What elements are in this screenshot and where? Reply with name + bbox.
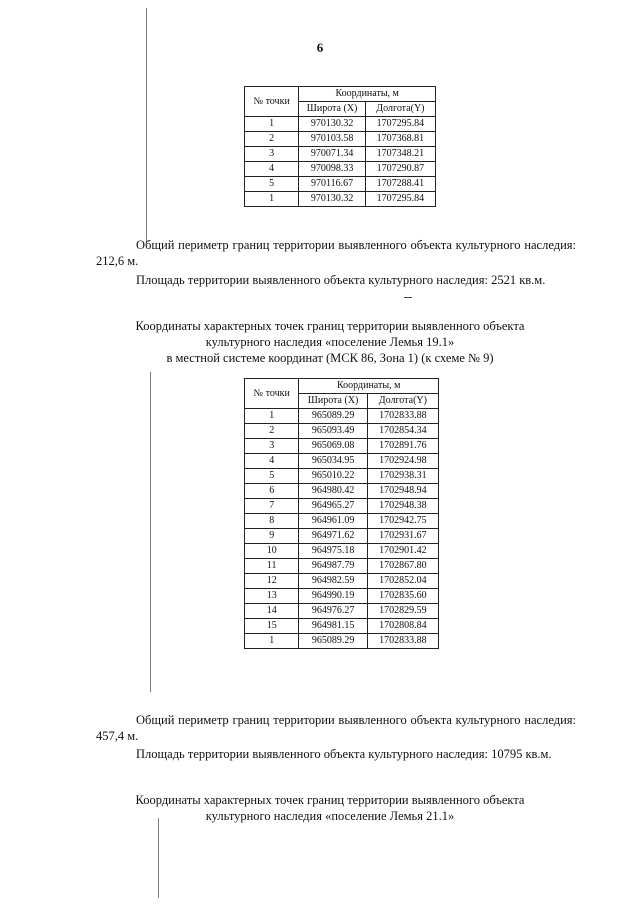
- area-text-1: Площадь территории выявленного объекта культурного наследия: 2521 кв.м.: [136, 273, 546, 287]
- table-row: [245, 499, 439, 514]
- lon-cell: 1702829.59: [367, 604, 438, 619]
- table-row: [245, 574, 439, 589]
- lat-cell: 964976.27: [299, 604, 367, 619]
- point-cell: 7: [245, 499, 299, 514]
- section-heading-line: культурного наследия «поселение Лемья 19.1»: [205, 335, 455, 349]
- lon-cell: 1702938.31: [367, 469, 438, 484]
- page-number: 6: [316, 40, 324, 55]
- lon-cell: 1702931.67: [367, 529, 438, 544]
- point-cell: 14: [245, 604, 299, 619]
- table-row: [245, 634, 439, 649]
- lat-cell: 970098.33: [299, 162, 365, 177]
- lon-cell: 1707368.81: [365, 132, 435, 147]
- lon-cell: 1707295.84: [365, 192, 435, 207]
- lon-cell: 1707288.41: [365, 177, 435, 192]
- table-row: [245, 514, 439, 529]
- lat-cell: 964961.09: [299, 514, 367, 529]
- scan-artifact-line: [150, 372, 151, 692]
- header-lon: Долгота(Y): [365, 102, 435, 117]
- coordinates-table-1: [244, 86, 436, 207]
- lat-cell: 970116.67: [299, 177, 365, 192]
- point-cell: 4: [245, 454, 299, 469]
- lat-cell: 965010.22: [299, 469, 367, 484]
- header-lat: Широта (X): [299, 102, 365, 117]
- table-row: [245, 454, 439, 469]
- point-cell: 9: [245, 529, 299, 544]
- lat-cell: 965069.08: [299, 439, 367, 454]
- point-cell: 15: [245, 619, 299, 634]
- lon-cell: 1702901.42: [367, 544, 438, 559]
- lon-cell: 1702924.98: [367, 454, 438, 469]
- table-row: [245, 544, 439, 559]
- lat-cell: 964980.42: [299, 484, 367, 499]
- lat-cell: 965093.49: [299, 424, 367, 439]
- table-row: [245, 439, 439, 454]
- table-row: [245, 589, 439, 604]
- lon-cell: 1702852.04: [367, 574, 438, 589]
- scan-artifact-dash: [404, 297, 412, 298]
- lon-cell: 1707295.84: [365, 117, 435, 132]
- lon-cell: 1702854.34: [367, 424, 438, 439]
- lon-cell: 1702891.76: [367, 439, 438, 454]
- lon-cell: 1702808.84: [367, 619, 438, 634]
- lat-cell: 970130.32: [299, 192, 365, 207]
- lat-cell: 965089.29: [299, 409, 367, 424]
- point-cell: 2: [245, 132, 299, 147]
- table-row: [245, 409, 439, 424]
- table-row: [245, 424, 439, 439]
- scan-artifact-line: [158, 818, 159, 898]
- lat-cell: 964965.27: [299, 499, 367, 514]
- lat-cell: 970103.58: [299, 132, 365, 147]
- table-row: [245, 192, 436, 207]
- header-point: № точки: [245, 87, 299, 117]
- table-row: [245, 132, 436, 147]
- point-cell: 4: [245, 162, 299, 177]
- lat-cell: 965089.29: [299, 634, 367, 649]
- lon-cell: 1702948.38: [367, 499, 438, 514]
- section-heading-line: в местной системе координат (МСК 86, Зона 1) (к схеме № 9): [166, 351, 494, 365]
- lon-cell: 1707290.87: [365, 162, 435, 177]
- section-heading-line: Координаты характерных точек границ территории выявленного объекта: [135, 793, 525, 807]
- table-row: [245, 484, 439, 499]
- lat-cell: 964990.19: [299, 589, 367, 604]
- lon-cell: 1702833.88: [367, 634, 438, 649]
- point-cell: 8: [245, 514, 299, 529]
- point-cell: 10: [245, 544, 299, 559]
- coordinates-table-2: [244, 378, 439, 649]
- perimeter-text-2: Общий периметр границ территории выявленного объекта культурного наследия: 457,4 м.: [96, 713, 576, 743]
- table-row: [245, 117, 436, 132]
- lon-cell: 1702833.88: [367, 409, 438, 424]
- point-cell: 2: [245, 424, 299, 439]
- section-heading-line: Координаты характерных точек границ территории выявленного объекта: [135, 319, 525, 333]
- perimeter-text-1: Общий периметр границ территории выявленного объекта культурного наследия: 212,6 м.: [96, 238, 576, 268]
- table-row: [245, 147, 436, 162]
- lat-cell: 964971.62: [299, 529, 367, 544]
- point-cell: 6: [245, 484, 299, 499]
- header-point: № точки: [245, 379, 299, 409]
- table-row: [245, 604, 439, 619]
- header-coords: Координаты, м: [299, 87, 436, 102]
- area-text-2: Площадь территории выявленного объекта культурного наследия: 10795 кв.м.: [136, 747, 552, 761]
- lon-cell: 1702942.75: [367, 514, 438, 529]
- table-row: [245, 529, 439, 544]
- table-header-row: [245, 87, 436, 102]
- lat-cell: 970071.34: [299, 147, 365, 162]
- point-cell: 3: [245, 439, 299, 454]
- lon-cell: 1707348.21: [365, 147, 435, 162]
- table-row: [245, 619, 439, 634]
- table-row: [245, 559, 439, 574]
- point-cell: 1: [245, 634, 299, 649]
- point-cell: 11: [245, 559, 299, 574]
- lat-cell: 964975.18: [299, 544, 367, 559]
- lat-cell: 964981.15: [299, 619, 367, 634]
- header-lat: Широта (X): [299, 394, 367, 409]
- lat-cell: 965034.95: [299, 454, 367, 469]
- table-row: [245, 162, 436, 177]
- table-row: [245, 469, 439, 484]
- lat-cell: 970130.32: [299, 117, 365, 132]
- lon-cell: 1702835.60: [367, 589, 438, 604]
- point-cell: 1: [245, 409, 299, 424]
- point-cell: 1: [245, 117, 299, 132]
- point-cell: 1: [245, 192, 299, 207]
- table-header-row: [245, 379, 439, 394]
- header-lon: Долгота(Y): [367, 394, 438, 409]
- lon-cell: 1702948.94: [367, 484, 438, 499]
- table-row: [245, 177, 436, 192]
- section-heading-line: культурного наследия «поселение Лемья 21.1»: [205, 809, 455, 823]
- point-cell: 13: [245, 589, 299, 604]
- point-cell: 5: [245, 469, 299, 484]
- lat-cell: 964982.59: [299, 574, 367, 589]
- point-cell: 3: [245, 147, 299, 162]
- point-cell: 12: [245, 574, 299, 589]
- header-coords: Координаты, м: [299, 379, 439, 394]
- lat-cell: 964987.79: [299, 559, 367, 574]
- lon-cell: 1702867.80: [367, 559, 438, 574]
- point-cell: 5: [245, 177, 299, 192]
